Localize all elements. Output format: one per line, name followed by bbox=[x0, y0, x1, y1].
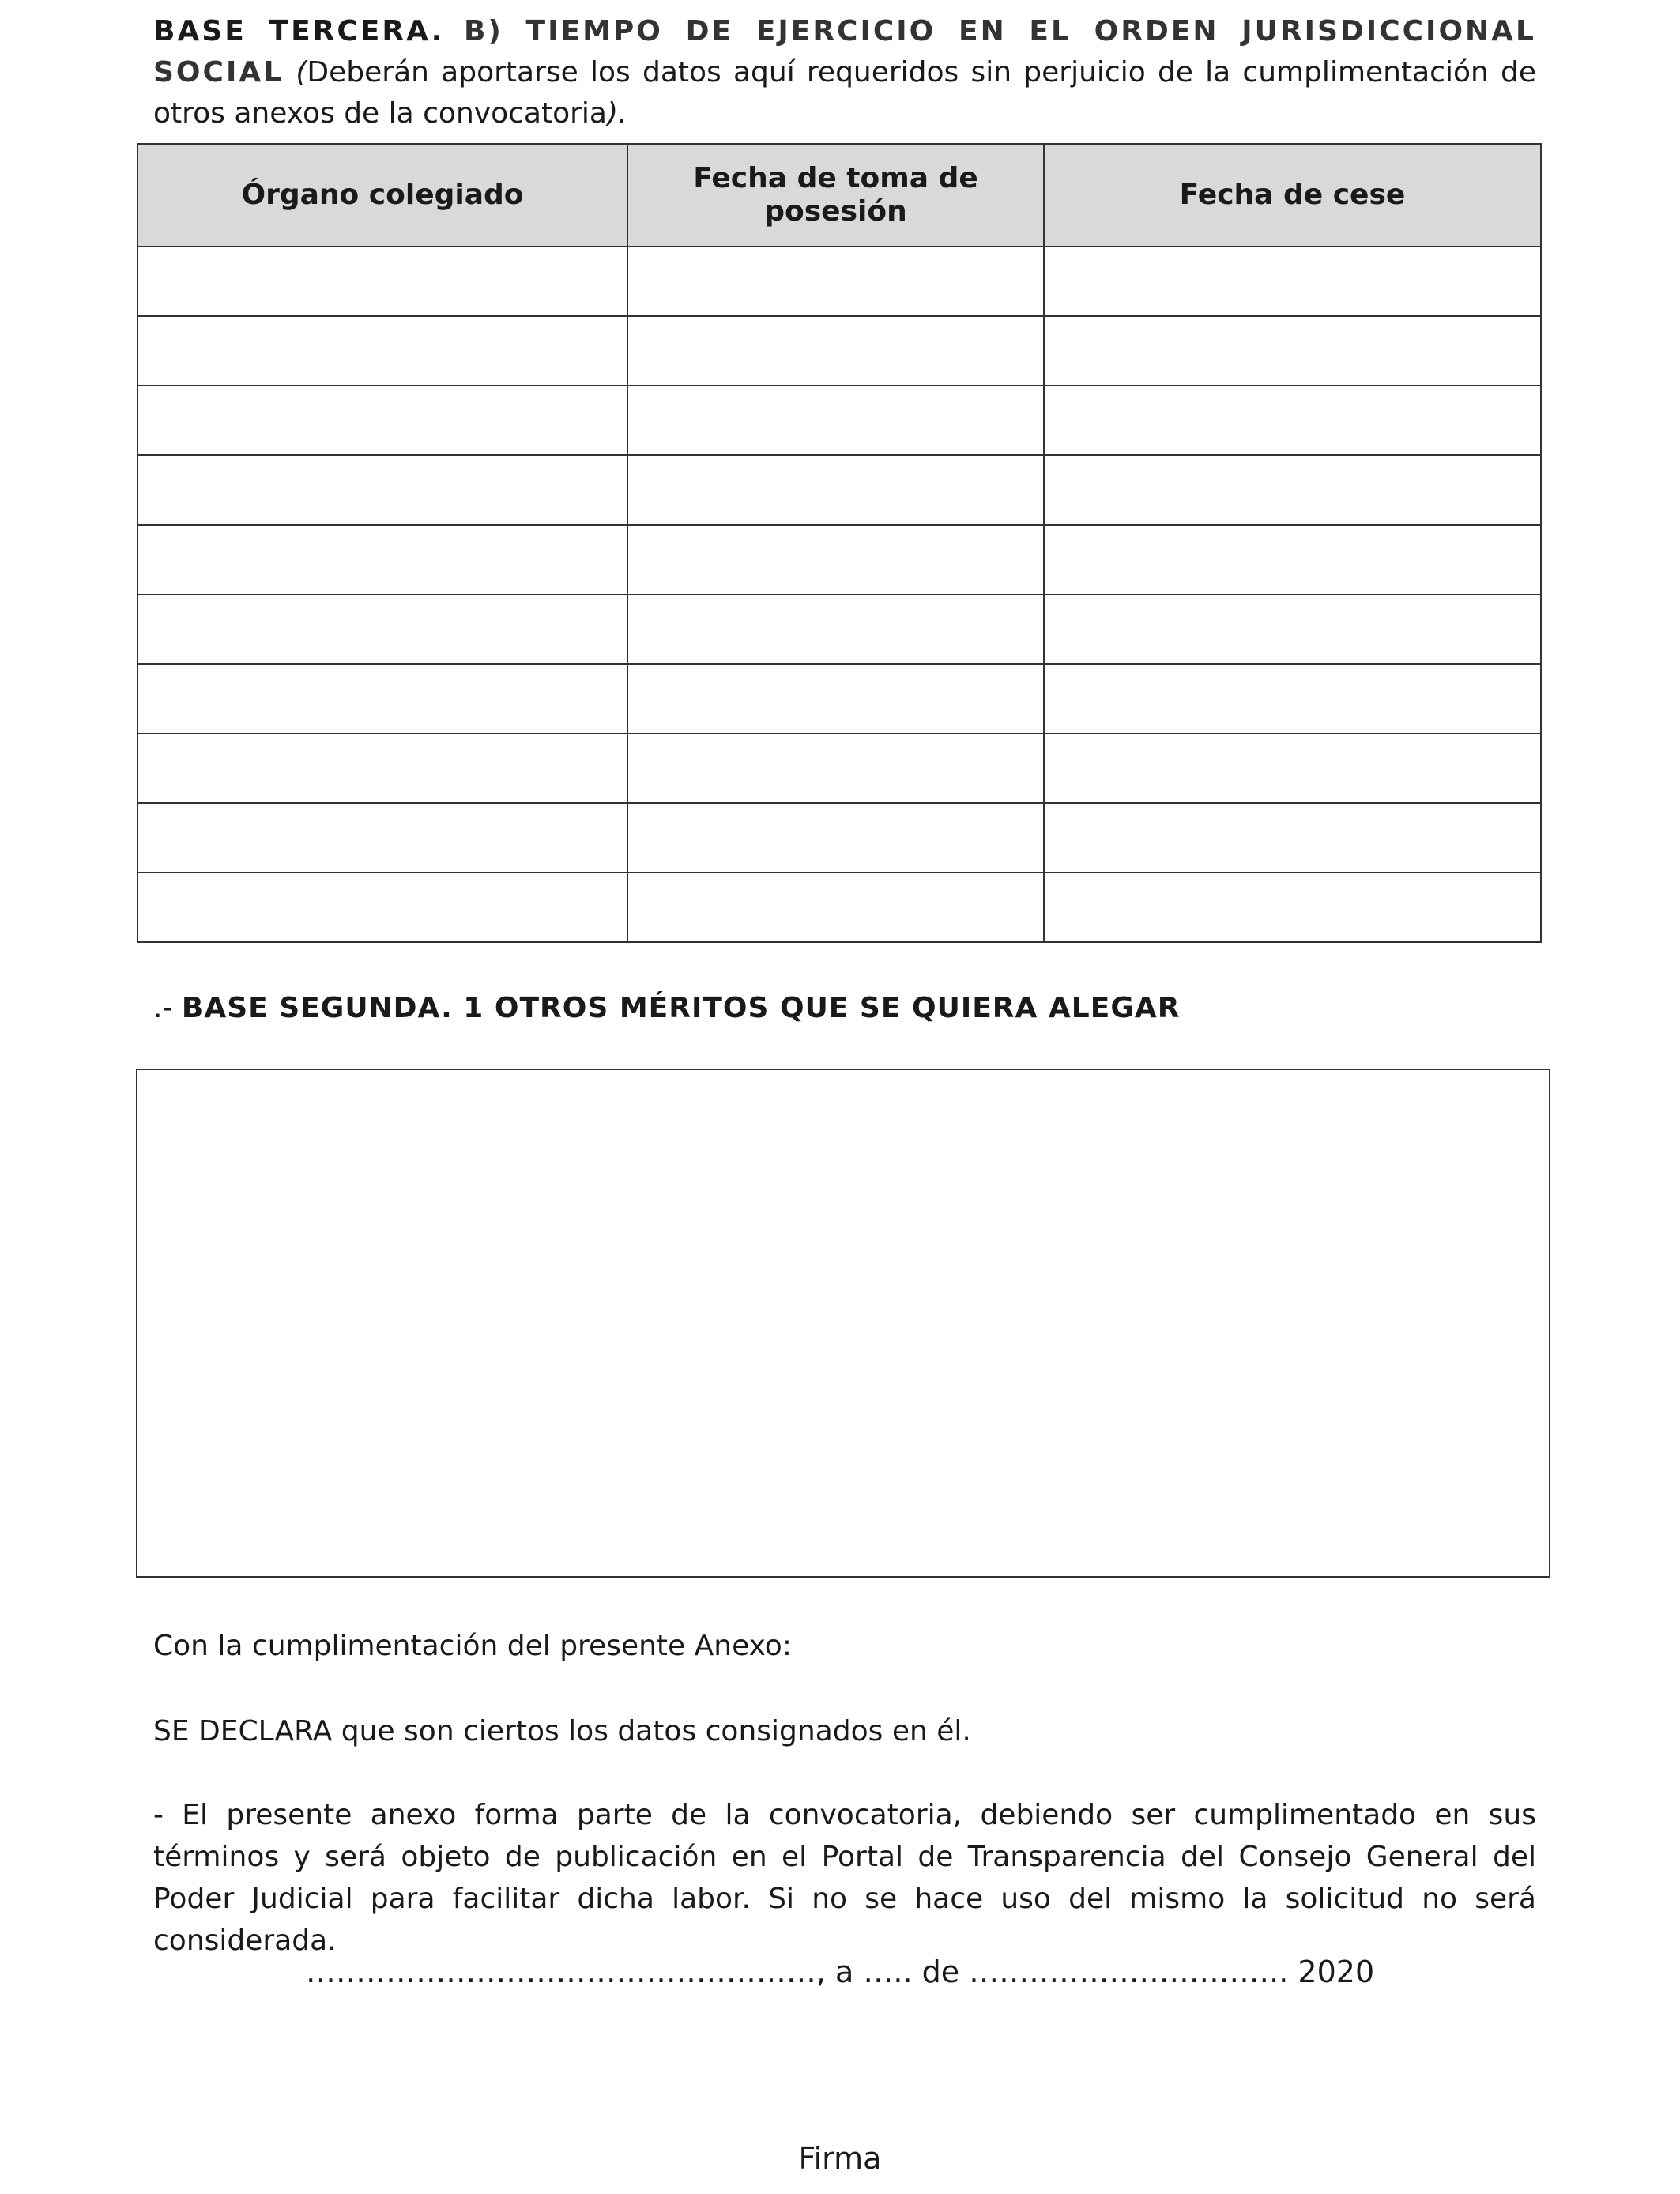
table-row bbox=[137, 386, 1541, 455]
heading-note-close: ). bbox=[606, 97, 627, 130]
signature-label: Firma bbox=[798, 2141, 882, 2176]
cell-organo[interactable] bbox=[137, 803, 627, 873]
cell-organo[interactable] bbox=[137, 664, 627, 733]
cell-organo[interactable] bbox=[137, 733, 627, 803]
cell-organo[interactable] bbox=[137, 525, 627, 594]
table-row bbox=[137, 247, 1541, 316]
cell-fecha-cese[interactable] bbox=[1044, 316, 1541, 386]
cell-fecha-cese[interactable] bbox=[1044, 386, 1541, 455]
cell-fecha-cese[interactable] bbox=[1044, 803, 1541, 873]
declaration-line1: SE DECLARA que son ciertos los datos consignados en él. bbox=[153, 1715, 971, 1747]
column-header-fecha-posesion: Fecha de toma de posesión bbox=[627, 144, 1044, 247]
cell-fecha-posesion[interactable] bbox=[627, 525, 1044, 594]
other-merits-textbox[interactable] bbox=[136, 1069, 1550, 1578]
table-row bbox=[137, 594, 1541, 664]
cell-organo[interactable] bbox=[137, 386, 627, 455]
table-row bbox=[137, 664, 1541, 733]
section2-heading bbox=[153, 990, 1180, 1027]
table-row bbox=[137, 316, 1541, 386]
declaration-line2: - El presente anexo forma parte de la convocatoria, debiendo ser cumplimentado en sus términos y será objeto de publicación en el Portal de Transparencia del Consejo General del Poder Judicial para facilitar dicha labor. Si no se hace uso del mismo la solicitud no será considerada. bbox=[153, 1799, 1536, 1957]
cell-fecha-cese[interactable] bbox=[1044, 594, 1541, 664]
date-line: ……………………………………………, a ….. de ………………………….. 2020 bbox=[305, 1955, 1375, 1989]
table-body bbox=[137, 247, 1541, 942]
column-header-organo: Órgano colegiado bbox=[137, 144, 627, 247]
table-row bbox=[137, 733, 1541, 803]
cell-fecha-cese[interactable] bbox=[1044, 733, 1541, 803]
cell-fecha-posesion[interactable] bbox=[627, 733, 1044, 803]
section2-prefix: .- bbox=[153, 992, 173, 1024]
cell-fecha-posesion[interactable] bbox=[627, 873, 1044, 942]
cell-fecha-cese[interactable] bbox=[1044, 664, 1541, 733]
cell-fecha-posesion[interactable] bbox=[627, 386, 1044, 455]
cell-fecha-cese[interactable] bbox=[1044, 455, 1541, 525]
table-row bbox=[137, 525, 1541, 594]
cell-fecha-posesion[interactable] bbox=[627, 455, 1044, 525]
cell-fecha-posesion[interactable] bbox=[627, 316, 1044, 386]
service-time-table bbox=[137, 143, 1542, 943]
table-header-row bbox=[137, 144, 1541, 247]
section2-title: BASE SEGUNDA. 1 OTROS MÉRITOS QUE SE QUIERA ALEGAR bbox=[181, 992, 1181, 1024]
column-header-fecha-cese: Fecha de cese bbox=[1044, 144, 1541, 247]
cell-fecha-posesion[interactable] bbox=[627, 664, 1044, 733]
declaration-intro: Con la cumplimentación del presente Anexo: bbox=[153, 1630, 792, 1662]
heading-title: B) TIEMPO DE EJERCICIO EN EL ORDEN JURISDICCIONAL SOCIAL bbox=[153, 15, 1536, 89]
cell-fecha-cese[interactable] bbox=[1044, 873, 1541, 942]
section-heading bbox=[153, 11, 1536, 134]
cell-organo[interactable] bbox=[137, 594, 627, 664]
cell-organo[interactable] bbox=[137, 873, 627, 942]
heading-note: Deberán aportarse los datos aquí requeridos sin perjuicio de la cumplimentación de otros anexos de la convocatoria bbox=[153, 56, 1536, 130]
cell-fecha-cese[interactable] bbox=[1044, 525, 1541, 594]
table-row bbox=[137, 803, 1541, 873]
heading-base-label: BASE TERCERA. bbox=[153, 15, 445, 47]
cell-fecha-posesion[interactable] bbox=[627, 594, 1044, 664]
heading-note-open: ( bbox=[296, 56, 307, 89]
table-row bbox=[137, 455, 1541, 525]
cell-organo[interactable] bbox=[137, 247, 627, 316]
cell-fecha-posesion[interactable] bbox=[627, 247, 1044, 316]
cell-fecha-posesion[interactable] bbox=[627, 803, 1044, 873]
cell-organo[interactable] bbox=[137, 316, 627, 386]
cell-organo[interactable] bbox=[137, 455, 627, 525]
table-row bbox=[137, 873, 1541, 942]
cell-fecha-cese[interactable] bbox=[1044, 247, 1541, 316]
